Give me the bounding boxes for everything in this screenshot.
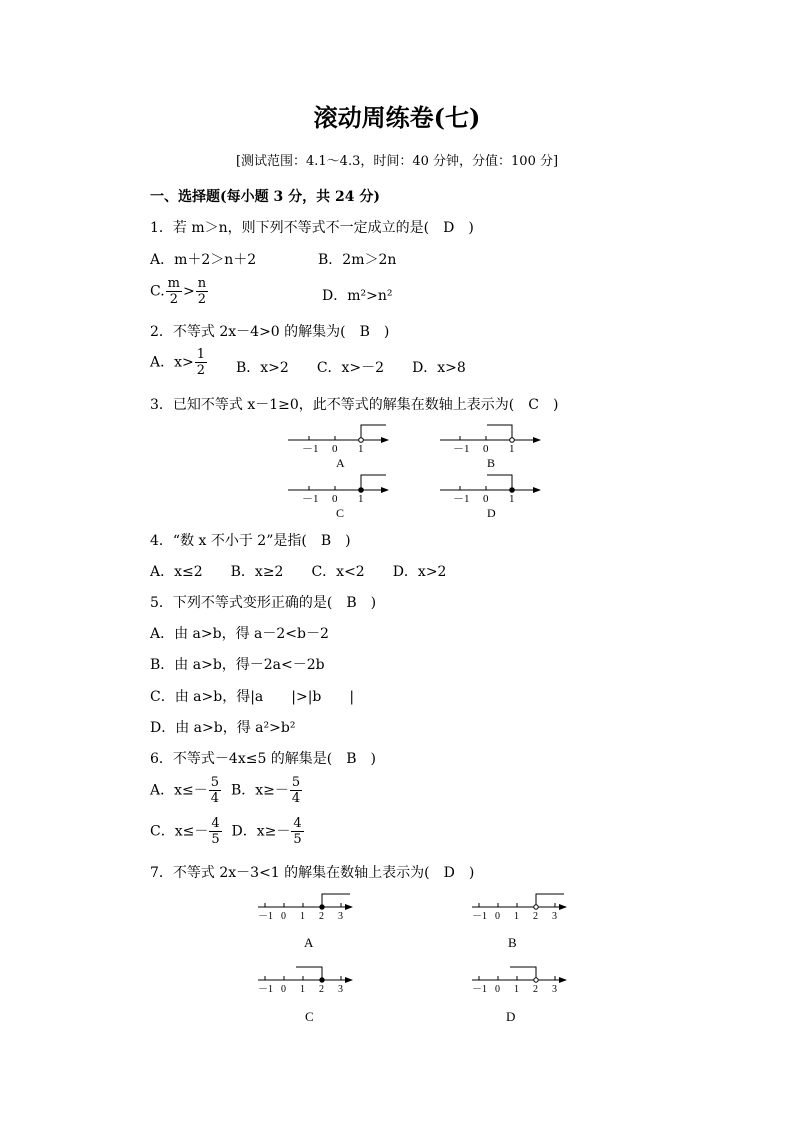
figure-label-d: D	[487, 506, 496, 520]
question-1-stem: 1．若 m＞n，则下列不等式不一定成立的是( D )	[150, 220, 474, 236]
question-5-option-a: A．由 a>b，得 a－2<b－2	[150, 626, 329, 642]
question-6-options-ab: A．x≤－ $\frac{5}{4}$ B．x≥－ $\frac{5}{4}$	[150, 775, 301, 806]
tick-label: －1	[258, 911, 273, 922]
tick-label: 1	[358, 443, 364, 455]
figure-label-a: A	[336, 456, 345, 470]
question-3-stem: 3．已知不等式 x－1≥0，此不等式的解集在数轴上表示为( C )	[150, 397, 559, 413]
tick-label: 0	[281, 984, 286, 995]
question-6-stem: 6．不等式－4x≤5 的解集是( B )	[150, 751, 377, 767]
question-2-stem: 2．不等式 2x－4>0 的解集为( B )	[150, 324, 390, 340]
tick-label: 0	[495, 984, 500, 995]
tick-label: 3	[552, 911, 557, 922]
fraction: $\frac{4}{5}$	[211, 816, 220, 847]
q3-number-line-b	[440, 425, 540, 470]
fraction: $\frac{4}{5}$	[293, 816, 302, 847]
q7-number-line-b	[472, 894, 566, 950]
tick-label: 2	[533, 984, 538, 995]
question-5-stem: 5．下列不等式变形正确的是( B )	[150, 595, 377, 611]
fraction: $\frac{m}{2}$	[167, 276, 180, 307]
question-1-option-d: D．m²>n²	[322, 288, 393, 304]
page-title: 滚动周练卷(七)	[313, 103, 481, 132]
tick-label: 3	[338, 984, 343, 995]
question-7-stem: 7．不等式 2x－3<1 的解集在数轴上表示为( D )	[150, 865, 475, 881]
figure-label-c: C	[305, 1009, 314, 1024]
question-4-stem: 4．“数 x 不小于 2”是指( B )	[150, 533, 351, 549]
q7-number-line-a	[258, 894, 352, 950]
tick-label: 1	[514, 984, 519, 995]
q3-number-line-c	[288, 475, 388, 520]
question-5-option-b: B．由 a>b，得－2a<－2b	[150, 657, 325, 673]
tick-label: 0	[483, 443, 489, 455]
figure-label-a: A	[304, 935, 314, 950]
tick-label: －1	[453, 493, 470, 505]
tick-label: 1	[300, 984, 305, 995]
tick-label: －1	[302, 443, 319, 455]
question-4-options: A．x≤2 B．x≥2 C．x<2 D．x>2	[150, 564, 447, 580]
tick-label: 2	[533, 911, 538, 922]
tick-label: －1	[302, 493, 319, 505]
tick-label: 1	[300, 911, 305, 922]
q7-number-line-d	[472, 967, 566, 1024]
question-1-option-b: B．2m＞2n	[318, 252, 397, 268]
tick-label: 0	[332, 443, 338, 455]
test-info: [测试范围：4.1～4.3，时间：40 分钟，分值：100 分]	[235, 154, 559, 169]
tick-label: 3	[552, 984, 557, 995]
question-2-options: B．x>2 C．x>－2 D．x>8	[236, 360, 466, 376]
figure-label-b: B	[487, 456, 496, 470]
tick-label: 2	[319, 911, 324, 922]
tick-label: 1	[509, 443, 515, 455]
tick-label: 0	[281, 911, 286, 922]
tick-label: 0	[495, 911, 500, 922]
question-2-option-a: A．x> $\frac{1}{2}$	[150, 347, 206, 378]
q3-number-line-d	[440, 475, 540, 520]
tick-label: 1	[509, 493, 515, 505]
tick-label: 0	[483, 493, 489, 505]
figure-label-c: C	[336, 506, 345, 520]
fraction: $\frac{n}{2}$	[197, 276, 207, 307]
tick-label: 1	[358, 493, 364, 505]
question-1-option-c: C. $\frac{m}{2}$ > $\frac{n}{2}$	[150, 276, 207, 307]
figure-label-b: B	[508, 935, 517, 950]
tick-label: 0	[332, 493, 338, 505]
tick-label: －1	[472, 911, 487, 922]
question-5-option-d: D．由 a>b，得 a²>b²	[150, 720, 296, 736]
fraction: $\frac{5}{4}$	[291, 775, 301, 806]
tick-label: 2	[319, 984, 324, 995]
tick-label: －1	[258, 984, 273, 995]
q7-number-line-c	[258, 967, 352, 1024]
q3-number-line-a	[288, 425, 388, 470]
fraction: $\frac{5}{4}$	[210, 775, 220, 806]
fraction: $\frac{1}{2}$	[196, 347, 206, 378]
figure-label-d: D	[506, 1009, 516, 1024]
question-5-option-c: C．由 a>b，得|a |>|b |	[150, 689, 355, 705]
question-1-option-a: A．m＋2＞n＋2	[150, 252, 257, 268]
tick-label: －1	[453, 443, 470, 455]
tick-label: 1	[514, 911, 519, 922]
tick-label: －1	[472, 984, 487, 995]
tick-label: 3	[338, 911, 343, 922]
section-heading: 一、选择题(每小题 3 分，共 24 分)	[150, 189, 380, 205]
question-6-options-cd: C．x≤－ $\frac{4}{5}$ D．x≥－ $\frac{4}{5}$	[150, 816, 302, 847]
